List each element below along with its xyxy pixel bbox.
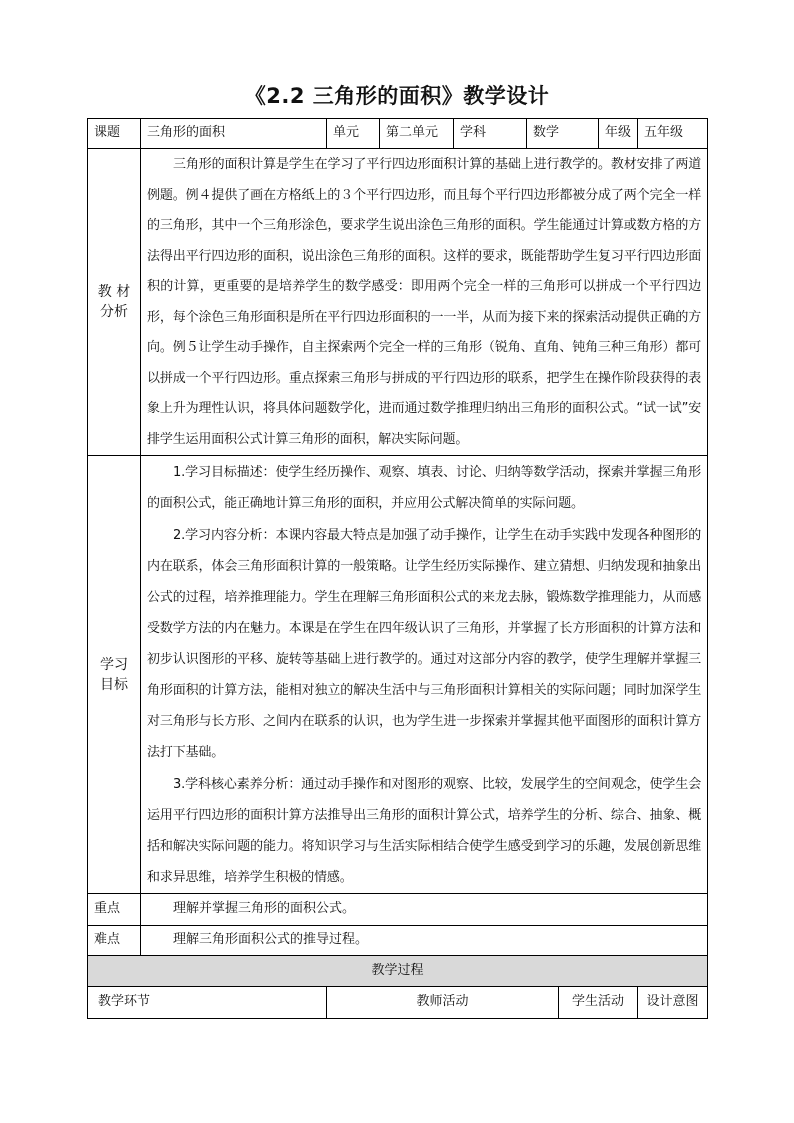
- analysis-label: [88, 149, 141, 456]
- analysis-paragraph: 三角形的面积计算是学生在学习了平行四边形面积计算的基础上进行教学的。教材安排了两道例题。例４提供了画在方格纸上的３个平行四边形，而且每个平行四边形都被分成了两个完全一样的三角形，其中一个三角形涂色，要求学生说出涂色三角形的面积。学生能通过计算或数方格的方法得出平行四边形的面积，说出涂色三角形的面积。这样的要求，既能帮助学生复习平行四边形面积的计算，更重要的是培养学生的数学感受：即用两个完全一样的三角形可以拼成一个平行四边形，每个涂色三角形面积是所在平行四边形面积的一一半，从而为接下来的探索活动提供正确的方向。例５让学生动手操作，自主探索两个完全一样的三角形（锐角、直角、钝角三种三角形）都可以拼成一个平行四边形。重点探索三角形与拼成的平行四边形的联系，把学生在操作阶段获得的表象上升为理性认识，将具体问题数学化，进而通过数学推理归纳出三角形的面积公式。“试一试”安排学生运用面积公式计算三角形的面积，解决实际问题。: [147, 157, 702, 447]
- analysis-label-line2: 分析: [100, 304, 128, 320]
- key-point-text: 理解并掌握三角形的面积公式。: [141, 894, 708, 926]
- subject-value: 数学: [527, 119, 599, 149]
- goals-paragraph-3: 3.学科核心素养分析：通过动手操作和对图形的观察、比较，发展学生的空间观念，使学生会运用平行四边形的面积计算方法推导出三角形的面积计算公式，培养学生的分析、综合、抽象、概括和解决实际问题的能力。将知识学习与生活实际相结合使学生感受到学习的乐趣，发展创新思维和求异思维，培养学生积极的情感。: [147, 777, 702, 885]
- lesson-plan-table: [87, 118, 708, 1019]
- col-intent: 设计意图: [638, 987, 708, 1019]
- goals-row: [88, 456, 708, 894]
- difficulty-row: [88, 926, 708, 956]
- difficulty-text: 理解三角形面积公式的推导过程。: [141, 926, 708, 956]
- difficulty-label: 难点: [88, 926, 141, 956]
- analysis-row: [88, 149, 708, 456]
- goals-label-line2: 目标: [100, 676, 128, 693]
- subject-label: 学科: [454, 119, 527, 149]
- analysis-content: [141, 149, 708, 456]
- col-student: 学生活动: [559, 987, 638, 1019]
- process-columns-row: [88, 987, 708, 1019]
- process-heading: 教学过程: [88, 956, 708, 987]
- goals-paragraph-1: 1.学习目标描述：使学生经历操作、观察、填表、讨论、归纳等数学活动，探索并掌握三角形的面积公式，能正确地计算三角形的面积，并应用公式解决简单的实际问题。: [147, 465, 702, 511]
- process-heading-row: [88, 956, 708, 987]
- col-teacher: 教师活动: [327, 987, 559, 1019]
- goals-content: [141, 456, 708, 894]
- lesson-value: 三角形的面积: [141, 119, 327, 149]
- key-point-row: [88, 894, 708, 926]
- document-title: 《2.2 三角形的面积》教学设计: [244, 84, 550, 108]
- unit-value: 第二单元: [380, 119, 454, 149]
- goals-label-line1: 学习: [100, 656, 128, 673]
- grade-label: 年级: [599, 119, 638, 149]
- analysis-label-line1: 教 材: [97, 284, 131, 300]
- header-row: [88, 119, 708, 149]
- grade-value: 五年级: [638, 119, 708, 149]
- goals-label: [88, 456, 141, 894]
- unit-label: 单元: [327, 119, 380, 149]
- goals-paragraph-2: 2.学习内容分析：本课内容最大特点是加强了动手操作，让学生在动手实践中发现各种图形的内在联系，体会三角形面积计算的一般策略。让学生经历实际操作、建立猜想、归纳发现和抽象出公式的过程，培养推理能力。学生在理解三角形面积公式的来龙去脉，锻炼数学推理能力，从而感受数学方法的内在魅力。本课是在学生在四年级认识了三角形，并掌握了长方形面积的计算方法和初步认识图形的平移、旋转等基础上进行教学的。通过对这部分内容的教学，使学生理解并掌握三角形面积的计算方法，能相对独立的解决生活中与三角形面积计算相关的实际问题；同时加深学生对三角形与长方形、之间内在联系的认识，也为学生进一步探索并掌握其他平面图形的面积计算方法打下基础。: [147, 528, 702, 760]
- key-point-label: 重点: [88, 894, 141, 926]
- lesson-label: 课题: [88, 119, 141, 149]
- col-stage: 教学环节: [88, 987, 327, 1019]
